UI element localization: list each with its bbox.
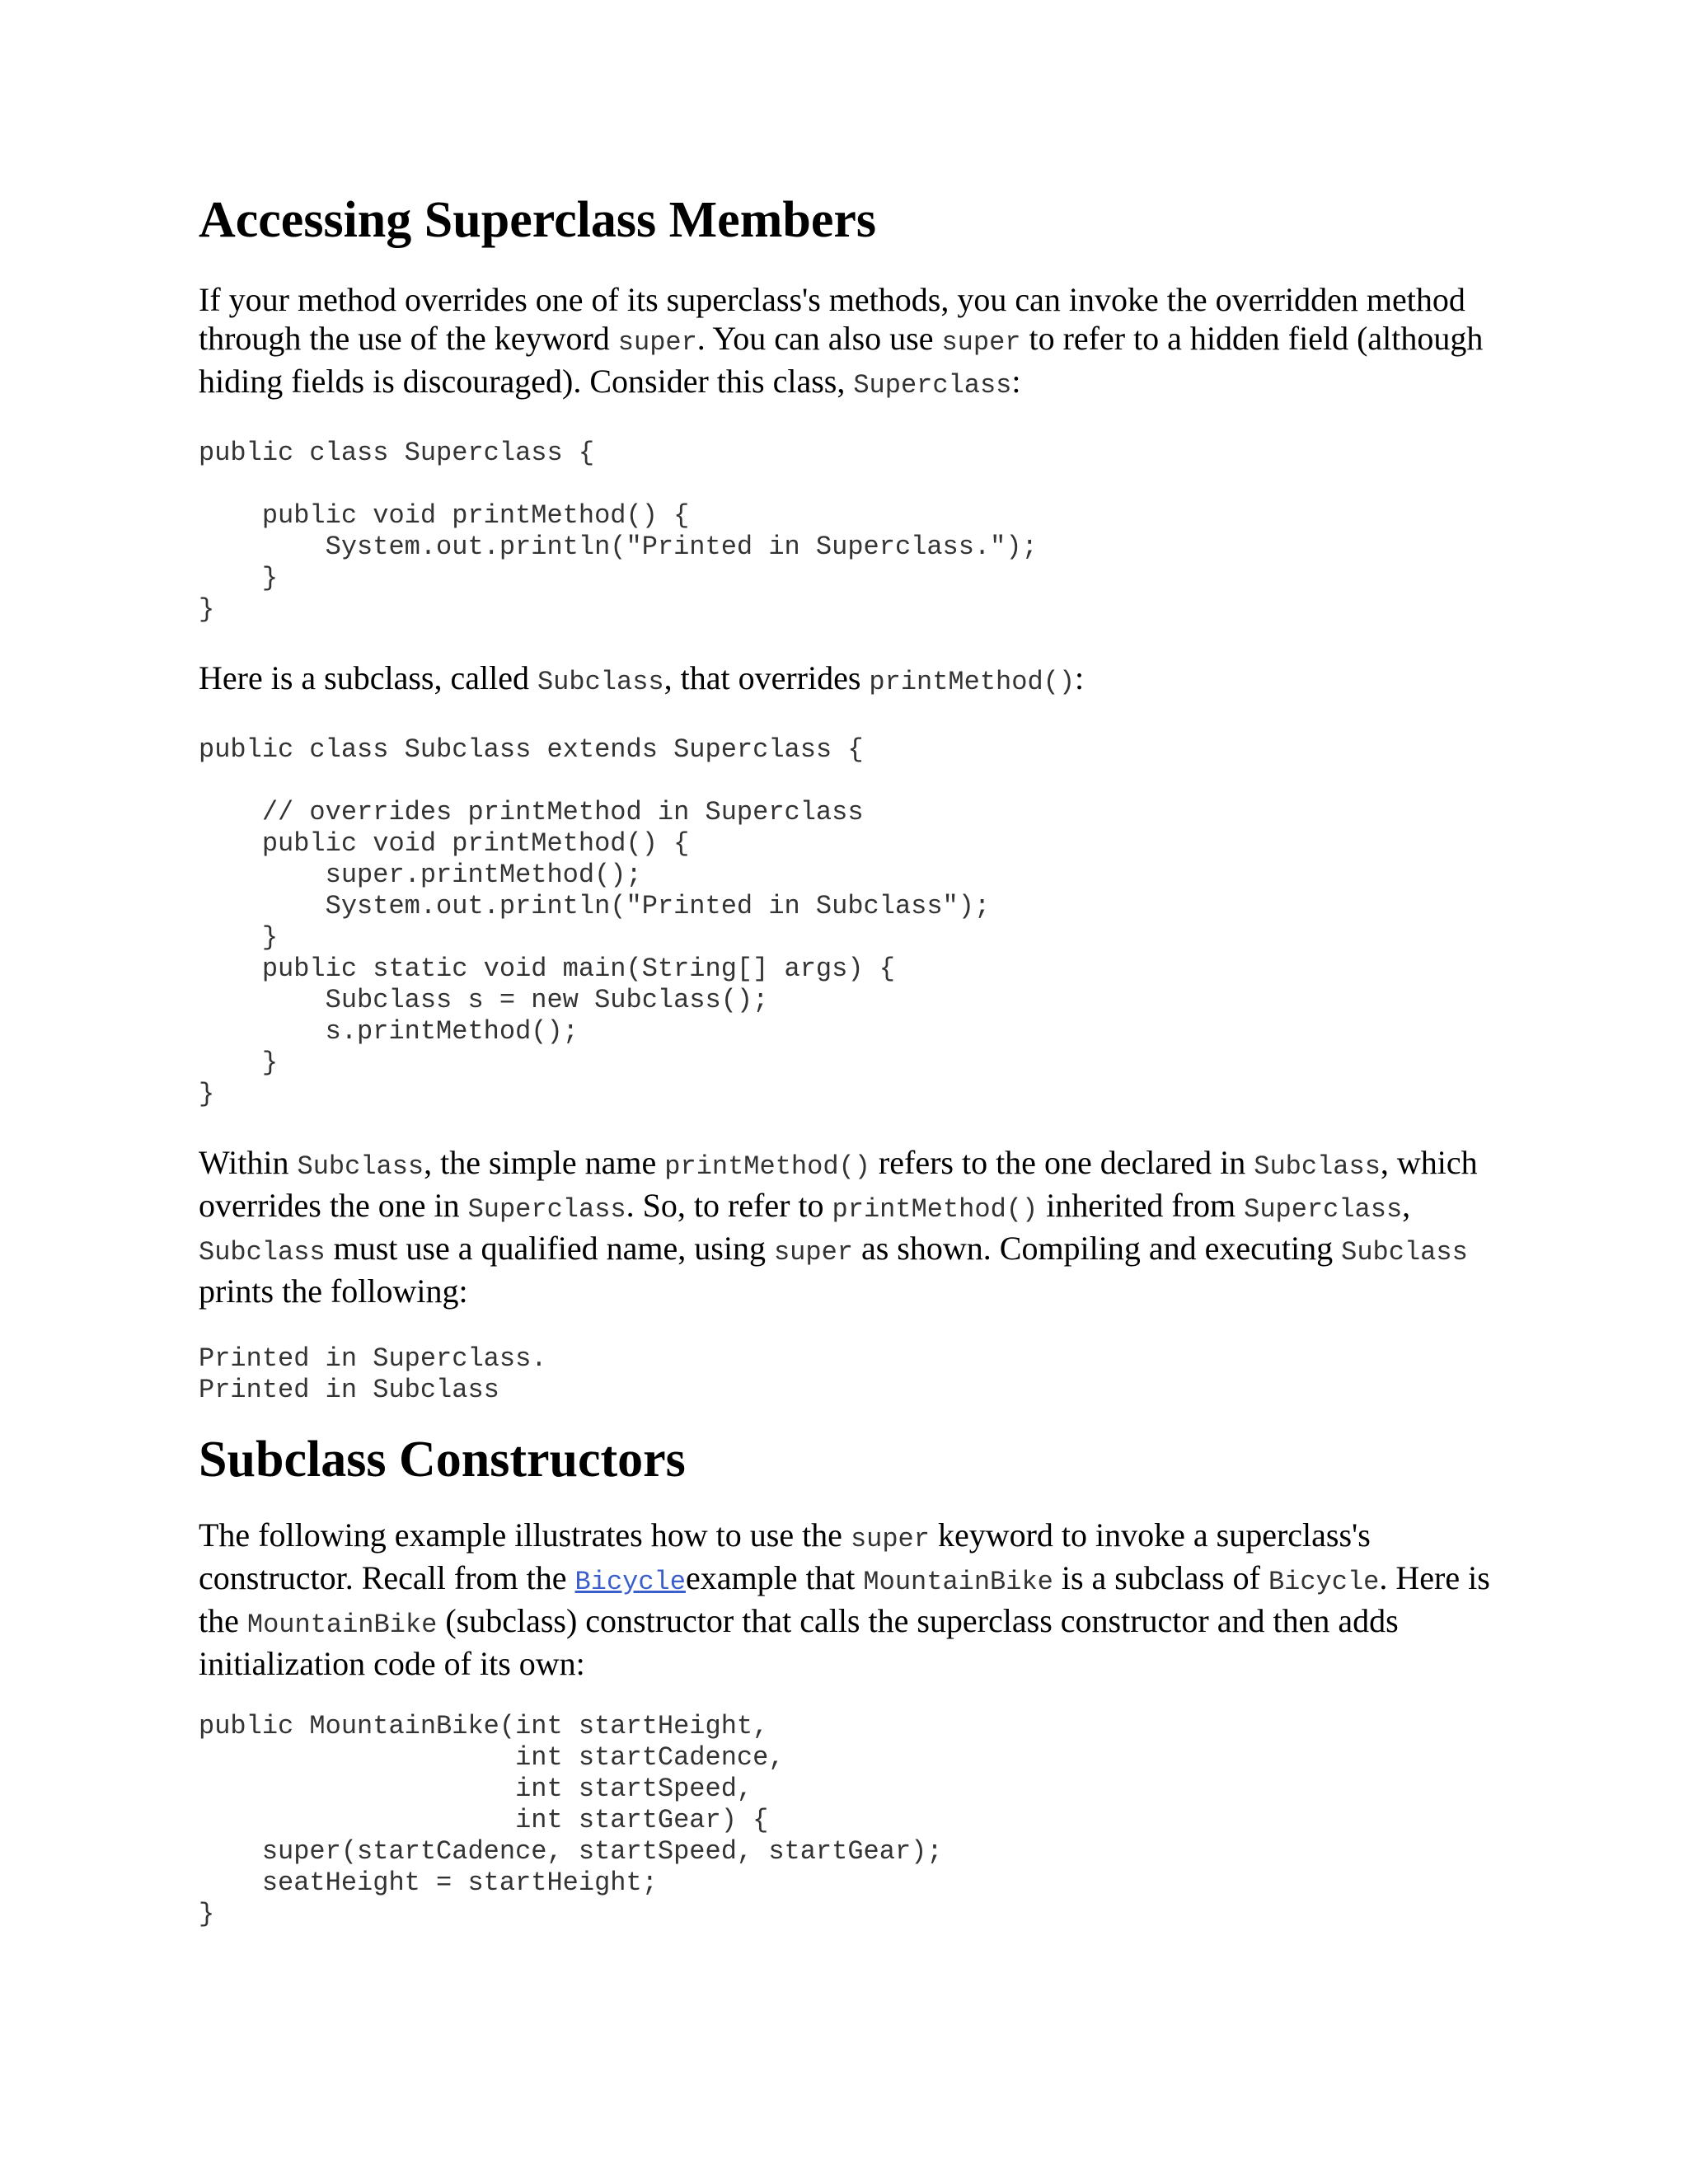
text-span: as shown. Compiling and executing bbox=[852, 1230, 1342, 1268]
inline-code: Bicycle bbox=[1268, 1566, 1380, 1597]
paragraph-intro bbox=[199, 280, 1517, 405]
text-span: example that bbox=[685, 1558, 864, 1596]
inline-code: Superclass bbox=[1244, 1194, 1403, 1226]
heading-subclass-constructors: Subclass Constructors bbox=[199, 1432, 686, 1488]
inline-code: super bbox=[850, 1523, 930, 1554]
inline-code: Subclass bbox=[199, 1237, 326, 1268]
text-span: (subclass) constructor that calls the superclass constructor and then adds initialization code of its own: bbox=[199, 1601, 1399, 1682]
text-span: , bbox=[1402, 1187, 1411, 1225]
bicycle-link[interactable]: Bicycle bbox=[574, 1566, 686, 1597]
text-span: : bbox=[1011, 363, 1021, 401]
inline-code: Subclass bbox=[1341, 1237, 1468, 1268]
inline-code: printMethod() bbox=[869, 667, 1076, 698]
document-page bbox=[199, 190, 1517, 1930]
inline-code: Superclass bbox=[853, 370, 1012, 401]
paragraph-within-subclass bbox=[199, 1143, 1517, 1310]
text-span: refers to the one declared in bbox=[870, 1144, 1254, 1182]
code-block-subclass: public class Subclass extends Superclass { // overrides printMethod in Superclass public void printMethod() { super.printMethod(); System.out.println("Printed in Subclass"); } public static void main(String[] args) { Subclass s = new Subclass(); s.printMethod(); } } bbox=[199, 734, 991, 1110]
text-span: Within bbox=[199, 1144, 298, 1182]
text-span: is a subclass of bbox=[1053, 1558, 1268, 1596]
text-span: , which overrides the one in bbox=[199, 1144, 1478, 1225]
text-span: Here is a subclass, called bbox=[199, 659, 537, 697]
inline-code: Subclass bbox=[297, 1151, 424, 1183]
text-span: prints the following: bbox=[199, 1272, 468, 1310]
code-block-superclass: public class Superclass { public void printMethod() { System.out.println("Printed in Superclass."); } } bbox=[199, 438, 1038, 626]
text-span: inherited from bbox=[1038, 1187, 1245, 1225]
text-span: If your method overrides one of its superclass's methods, you can invoke the overridden method through the use of the keyword bbox=[199, 281, 1465, 358]
code-block-output: Printed in Superclass. Printed in Subclass bbox=[199, 1343, 547, 1406]
code-block-mountainbike-constructor: public MountainBike(int startHeight, int startCadence, int startSpeed, int startGear) { super(startCadence, startSpeed, startGear); seatHeight = startHeight; } bbox=[199, 1710, 943, 1929]
inline-code: Subclass bbox=[537, 667, 664, 698]
inline-code: printMethod() bbox=[664, 1151, 870, 1183]
inline-code: MountainBike bbox=[246, 1609, 438, 1640]
inline-code: printMethod() bbox=[832, 1194, 1039, 1226]
text-span: keyword to invoke a superclass's constructor. Recall from the bbox=[199, 1516, 1371, 1596]
paragraph-subclass-intro bbox=[199, 658, 1517, 701]
text-span: The following example illustrates how to use the bbox=[199, 1516, 851, 1554]
heading-accessing-superclass-members: Accessing Superclass Members bbox=[199, 192, 876, 248]
inline-code: super bbox=[773, 1237, 853, 1268]
inline-code: super bbox=[617, 327, 697, 359]
inline-code: super bbox=[941, 327, 1021, 359]
text-span: : bbox=[1075, 659, 1085, 697]
text-span: . Here is the bbox=[199, 1558, 1490, 1639]
inline-code: Superclass bbox=[467, 1194, 626, 1226]
text-span: . So, to refer to bbox=[626, 1187, 832, 1225]
paragraph-constructor-intro bbox=[199, 1516, 1517, 1683]
text-span: , the simple name bbox=[424, 1144, 665, 1182]
inline-code: Subclass bbox=[1254, 1151, 1381, 1183]
inline-code: MountainBike bbox=[863, 1566, 1053, 1597]
text-span: , that overrides bbox=[663, 659, 870, 697]
text-span: . You can also use bbox=[696, 320, 942, 358]
text-span: must use a qualified name, using bbox=[325, 1230, 774, 1268]
text-span: to refer to a hidden field (although hiding fields is discouraged). Consider this class, bbox=[199, 320, 1484, 401]
